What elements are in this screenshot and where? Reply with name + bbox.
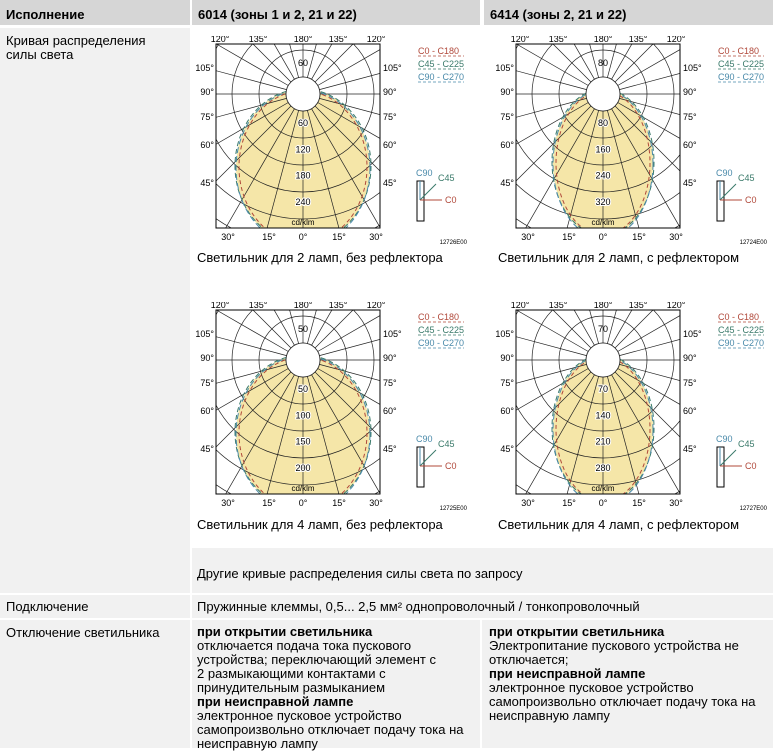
unit-label: cd/klm <box>291 218 315 227</box>
angle-label-top: 180° <box>593 36 613 44</box>
ring-label: 100 <box>295 410 311 421</box>
legend-entry: C90 - C270 <box>718 338 765 348</box>
angle-label-top: 120° <box>510 302 530 310</box>
angle-label-bottom: 30° <box>369 498 383 508</box>
angle-label-left: 45° <box>200 444 214 454</box>
angle-label-top: 120° <box>666 302 686 310</box>
legend-entry: C0 - C180 <box>418 312 460 322</box>
light-diagram-4-lamps-no-reflector <box>196 302 468 514</box>
drawing-code: 12726E00 <box>439 240 467 246</box>
disconnect-right-cell <box>482 620 773 748</box>
light-diagram-2-lamps-reflector <box>496 36 768 248</box>
ring-label: 140 <box>595 410 611 421</box>
connection-label: Подключение <box>6 599 89 614</box>
angle-label-left: 75° <box>200 378 214 388</box>
angle-label-bottom: 0° <box>598 232 608 242</box>
axis-label-c0: C0 <box>445 461 457 471</box>
angle-label-right: 45° <box>383 444 397 454</box>
light-diagram-4-lamps-reflector <box>496 302 768 514</box>
angle-label-left: 45° <box>500 178 514 188</box>
angle-label-left: 75° <box>500 112 514 122</box>
right-heading-lamp: при неисправной лампе <box>489 666 646 681</box>
angle-label-bottom: 0° <box>298 232 308 242</box>
ring-label: 280 <box>595 462 611 473</box>
left-text-lamp: электронное пусковое устройство самопроизвольно отключает подачу тока на неисправную лампу <box>197 708 464 751</box>
angle-label-top: 135° <box>548 36 568 44</box>
angle-label-left: 90° <box>500 353 514 363</box>
header-col-2: 6014 (зоны 1 и 2, 21 и 22) <box>190 0 480 27</box>
caption-2-lamps-no-reflector: Светильник для 2 ламп, без рефлектора <box>197 250 443 265</box>
ring-label-top: 50 <box>297 324 309 334</box>
disconnect-label: Отключение светильника <box>6 625 160 640</box>
angle-label-right: 60° <box>683 406 697 416</box>
angle-label-right: 60° <box>383 140 397 150</box>
angle-label-bottom: 30° <box>669 498 683 508</box>
angle-label-bottom: 15° <box>562 232 576 242</box>
right-heading-open: при открытии светильника <box>489 624 665 639</box>
angle-label-top: 135° <box>628 302 648 310</box>
other-curves-note: Другие кривые распределения силы света по запросу <box>197 566 523 581</box>
angle-label-right: 105° <box>683 329 702 339</box>
legend-entry: C0 - C180 <box>718 46 760 56</box>
angle-label-bottom: 15° <box>262 498 276 508</box>
connection-label-cell <box>0 595 190 618</box>
angle-label-bottom: 30° <box>369 232 383 242</box>
ring-label-top: 70 <box>597 324 609 334</box>
axis-label-c90: C90 <box>716 168 733 178</box>
angle-label-top: 180° <box>593 302 613 310</box>
angle-label-right: 90° <box>683 87 697 97</box>
header-col-1: Исполнение <box>0 0 190 27</box>
angle-label-bottom: 30° <box>669 232 683 242</box>
angle-label-bottom: 15° <box>262 232 276 242</box>
caption-2-lamps-reflector: Светильник для 2 ламп, с рефлектором <box>498 250 740 265</box>
disconnect-left-cell <box>192 620 480 751</box>
right-text-lamp: электронное пусковое устройство самопроизвольно отключает подачу тока на неисправную лампу <box>489 680 756 723</box>
angle-label-left: 75° <box>500 378 514 388</box>
center-circle <box>286 343 320 377</box>
angle-label-right: 75° <box>683 378 697 388</box>
light-diagram-2-lamps-no-reflector <box>196 36 468 248</box>
angle-label-right: 90° <box>683 353 697 363</box>
drawing-code: 12725E00 <box>439 506 467 512</box>
left-text-open: отключается подача тока пускового устройства; переключающий элемент с 2 размыкающими контактами с принудительным размыканием <box>197 638 436 695</box>
angle-label-bottom: 15° <box>332 498 346 508</box>
angle-label-left: 105° <box>196 63 214 73</box>
ring-label: 50 <box>297 384 309 395</box>
angle-label-bottom: 30° <box>221 232 235 242</box>
legend-entry: C45 - C225 <box>418 59 465 69</box>
legend-entry: C0 - C180 <box>718 312 760 322</box>
center-circle <box>586 77 620 111</box>
ring-label-top: 80 <box>597 58 609 68</box>
angle-label-right: 60° <box>683 140 697 150</box>
legend-entry: C90 - C270 <box>718 72 765 82</box>
angle-label-left: 60° <box>200 406 214 416</box>
center-circle <box>586 343 620 377</box>
angle-label-bottom: 30° <box>221 498 235 508</box>
legend-entry: C90 - C270 <box>418 338 465 348</box>
angle-label-top: 135° <box>248 302 268 310</box>
polar-diagram-svg <box>196 302 468 514</box>
left-heading-open: при открытии светильника <box>197 624 373 639</box>
angle-label-left: 45° <box>500 444 514 454</box>
ring-label: 160 <box>595 144 611 155</box>
angle-label-top: 180° <box>293 36 313 44</box>
drawing-code: 12724E00 <box>739 240 767 246</box>
polar-diagram-svg <box>496 36 768 248</box>
angle-label-right: 45° <box>383 178 397 188</box>
angle-label-top: 120° <box>210 302 230 310</box>
right-text-open: Электропитание пускового устройства не отключается; <box>489 638 739 667</box>
angle-label-left: 105° <box>196 329 214 339</box>
angle-label-bottom: 0° <box>598 498 608 508</box>
angle-label-top: 180° <box>293 302 313 310</box>
disconnect-label-cell <box>0 620 190 748</box>
angle-label-left: 90° <box>200 353 214 363</box>
polar-diagram-svg <box>196 36 468 248</box>
angle-label-left: 60° <box>500 406 514 416</box>
angle-label-top: 135° <box>328 36 348 44</box>
angle-label-bottom: 15° <box>632 498 646 508</box>
angle-label-top: 120° <box>366 36 386 44</box>
axis-label-c0: C0 <box>745 195 757 205</box>
angle-label-right: 90° <box>383 353 397 363</box>
ring-label: 320 <box>595 196 611 207</box>
center-circle <box>286 77 320 111</box>
polar-diagram-svg <box>496 302 768 514</box>
angle-label-top: 120° <box>666 36 686 44</box>
ring-label: 120 <box>295 144 311 155</box>
angle-label-top: 120° <box>210 36 230 44</box>
axis-label-c90: C90 <box>716 434 733 444</box>
angle-label-left: 105° <box>496 329 514 339</box>
angle-label-bottom: 15° <box>562 498 576 508</box>
ring-label-top: 60 <box>297 58 309 68</box>
connection-value: Пружинные клеммы, 0,5... 2,5 мм² однопроволочный / тонкопроволочный <box>197 599 640 614</box>
angle-label-bottom: 15° <box>332 232 346 242</box>
angle-label-right: 75° <box>383 378 397 388</box>
angle-label-left: 75° <box>200 112 214 122</box>
angle-label-right: 90° <box>383 87 397 97</box>
left-heading-lamp: при неисправной лампе <box>197 694 354 709</box>
ring-label: 240 <box>295 196 311 207</box>
legend-entry: C45 - C225 <box>718 59 765 69</box>
axis-label-c0: C0 <box>445 195 457 205</box>
caption-4-lamps-no-reflector: Светильник для 4 ламп, без рефлектора <box>197 517 443 532</box>
angle-label-left: 105° <box>496 63 514 73</box>
angle-label-right: 105° <box>683 63 702 73</box>
axis-label-c45: C45 <box>738 439 755 449</box>
legend-entry: C0 - C180 <box>418 46 460 56</box>
angle-label-bottom: 30° <box>521 232 535 242</box>
legend-entry: C45 - C225 <box>418 325 465 335</box>
angle-label-right: 105° <box>383 329 402 339</box>
angle-label-bottom: 30° <box>521 498 535 508</box>
axis-label-c45: C45 <box>438 173 455 183</box>
angle-label-top: 135° <box>248 36 268 44</box>
light-distribution-label: Кривая распределения силы света <box>6 33 146 62</box>
angle-label-left: 60° <box>200 140 214 150</box>
angle-label-right: 45° <box>683 444 697 454</box>
ring-label: 150 <box>295 436 311 447</box>
angle-label-right: 75° <box>383 112 397 122</box>
ring-label: 60 <box>297 118 309 129</box>
axis-label-c90: C90 <box>416 434 433 444</box>
ring-label: 240 <box>595 170 611 181</box>
angle-label-left: 60° <box>500 140 514 150</box>
unit-label: cd/klm <box>591 484 615 493</box>
ring-label: 180 <box>295 170 311 181</box>
legend-entry: C45 - C225 <box>718 325 765 335</box>
angle-label-right: 60° <box>383 406 397 416</box>
axis-label-c45: C45 <box>438 439 455 449</box>
angle-label-bottom: 0° <box>298 498 308 508</box>
drawing-code: 12727E00 <box>739 506 767 512</box>
unit-label: cd/klm <box>591 218 615 227</box>
angle-label-top: 135° <box>548 302 568 310</box>
ring-label: 200 <box>295 462 311 473</box>
axis-label-c45: C45 <box>738 173 755 183</box>
angle-label-top: 135° <box>628 36 648 44</box>
ring-label: 80 <box>597 118 609 129</box>
header-col-3: 6414 (зоны 2, 21 и 22) <box>482 0 773 27</box>
ring-label: 70 <box>597 384 609 395</box>
angle-label-right: 75° <box>683 112 697 122</box>
angle-label-top: 135° <box>328 302 348 310</box>
caption-4-lamps-reflector: Светильник для 4 ламп, с рефлектором <box>498 517 740 532</box>
legend-entry: C90 - C270 <box>418 72 465 82</box>
unit-label: cd/klm <box>291 484 315 493</box>
ring-label: 210 <box>595 436 611 447</box>
angle-label-left: 90° <box>500 87 514 97</box>
connection-value-cell <box>192 595 773 618</box>
angle-label-top: 120° <box>366 302 386 310</box>
angle-label-right: 105° <box>383 63 402 73</box>
angle-label-left: 90° <box>200 87 214 97</box>
axis-label-c90: C90 <box>416 168 433 178</box>
angle-label-bottom: 15° <box>632 232 646 242</box>
light-distribution-label-cell <box>0 28 190 593</box>
angle-label-top: 120° <box>510 36 530 44</box>
axis-label-c0: C0 <box>745 461 757 471</box>
angle-label-right: 45° <box>683 178 697 188</box>
angle-label-left: 45° <box>200 178 214 188</box>
